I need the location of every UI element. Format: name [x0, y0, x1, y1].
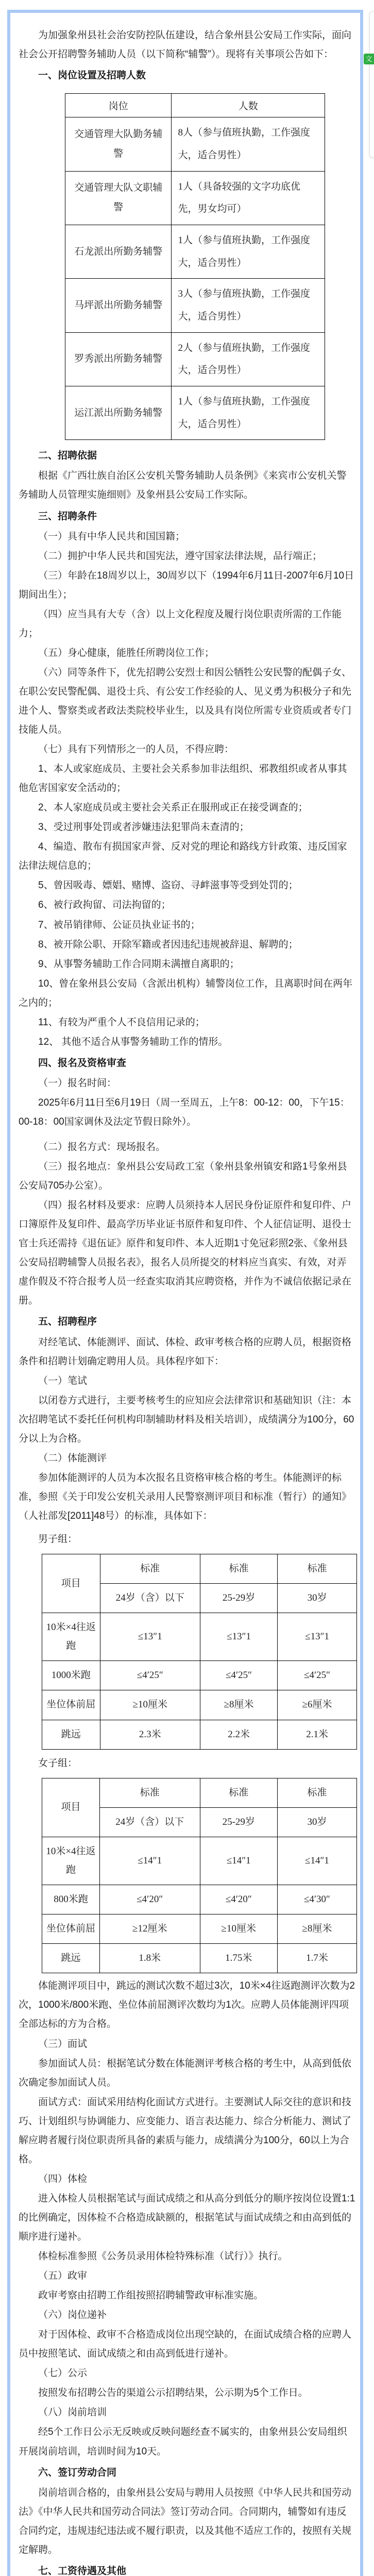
test-standard-value: ≤4′20″ — [99, 1885, 200, 1914]
paragraph: 以闭卷方式进行，主要考核考生的应知应会法律常识和基础知识（注：本次招聘笔试不委托任何机构印制辅助材料及相关培训），成绩满分为100分，60分以上为合格。 — [19, 1395, 354, 1444]
test-standard-value: ≤13″1 — [278, 1613, 357, 1661]
paragraph: （六）岗位递补 — [38, 2310, 107, 2321]
test-standard-value: ≤4′25″ — [278, 1661, 357, 1690]
test-standard-value: ≤4′20″ — [200, 1885, 277, 1914]
standard-header: 标准 — [200, 1778, 277, 1807]
paragraph: 按照发布招聘公告的渠道公示招聘结果，公示期为5个工作日。 — [38, 2387, 308, 2399]
test-standard-value: 2.2米 — [200, 1720, 278, 1749]
paragraph: （七）具有下列情形之一的人员，不得应聘： — [38, 744, 234, 755]
section-heading: 四、报名及资格审查 — [38, 1057, 127, 1069]
paragraph: 2025年6月11日至6月19日（周一至周五，上午8：00-12：00，下午15：00-18：00国家调休及法定节假日除外）。 — [19, 1097, 350, 1127]
test-standard-value: ≤13″1 — [100, 1613, 200, 1661]
position-count: 1人（具备较强的文字功底优先，男女均可） — [172, 171, 325, 225]
column-header: 人数 — [172, 94, 325, 117]
test-item: 跳远 — [42, 1720, 100, 1749]
standard-header: 标准 — [278, 1554, 357, 1584]
position-name: 交通管理大队勤务辅警 — [65, 117, 172, 171]
paragraph: （二）报名方式：现场报名。 — [38, 1142, 166, 1153]
table-row — [42, 1837, 357, 1885]
test-standard-value: ≤14″1 — [277, 1837, 356, 1885]
paragraph: 岗前培训合格的，由象州县公安局与聘用人员按照《中华人民共和国劳动法》《中华人民共和国劳动合同法》签订劳动合同。合同期内，辅警如有违反合同约定，违规违纪违法或不履行职责，以及其他不适应工作的，按照有关规定解聘。 — [19, 2487, 352, 2555]
paragraph: 体检标准参照《公务员录用体检特殊标准（试行）》执行。 — [38, 2251, 288, 2262]
table-row — [42, 1914, 357, 1944]
test-item: 10米×4往返跑 — [42, 1837, 100, 1885]
standard-header: 标准 — [200, 1554, 278, 1584]
paragraph: （一）笔试 — [38, 1375, 88, 1386]
paragraph: （六）同等条件下，优先招聘公安烈士和因公牺牲公安民警的配偶子女、在职公安民警配偶、退役士兵、有公安工作经验的人、见义勇为积极分子和先进个人、警察类或者政法类院校毕业生，以及具有岗位所需专业资质或者专门技能人员。 — [19, 667, 352, 736]
table-row — [42, 1720, 357, 1749]
test-standard-value: ≥10厘米 — [100, 1690, 200, 1720]
paragraph: （一）报名时间： — [38, 1077, 117, 1089]
paragraph: 面试方式：面试采用结构化面试方式进行。主要测试人际交往的意识和技巧、计划组织与协调能力、应变能力、语言表达能力、综合分析能力、测试了解应聘者履行岗位职责所具备的素质与能力，成绩满分为100分，60以上为合格。 — [19, 2096, 352, 2165]
table-row — [65, 225, 325, 278]
position-count: 2人（参与值班执勤，工作强度大，适合男性） — [172, 332, 325, 386]
column-header: 岗位 — [65, 94, 172, 117]
age-group-header: 30岁 — [277, 1807, 356, 1837]
table-header-row — [42, 1778, 357, 1807]
position-name: 交通管理大队文职辅警 — [65, 171, 172, 225]
paragraph: 11、有较为严重个人不良信用记录的； — [38, 1016, 205, 1028]
test-item: 1000米跑 — [42, 1661, 100, 1690]
section-heading: 六、签订劳动合同 — [38, 2467, 117, 2478]
paragraph: 8、被开除公职、开除军籍或者因违纪违规被辞退、解聘的； — [38, 939, 298, 950]
paragraph: （四）体检 — [38, 2173, 88, 2184]
test-item: 坐位体前屈 — [42, 1914, 100, 1944]
section-heading: 二、招聘依据 — [38, 450, 97, 462]
age-group-header: 25-29岁 — [200, 1584, 278, 1613]
position-name: 运江派出所勤务辅警 — [65, 386, 172, 440]
document-body — [19, 26, 356, 2576]
table-row — [65, 332, 325, 386]
paragraph: 5、曾因吸毒、嫖娼、赌博、盗窃、寻衅滋事等受到处罚的； — [38, 880, 298, 891]
test-item: 坐位体前屈 — [42, 1690, 100, 1720]
translate-button[interactable]: 文 — [364, 54, 374, 64]
paragraph: 7、被吊销律师、公证员执业证书的； — [38, 919, 200, 930]
table-row — [65, 117, 325, 171]
test-item: 跳远 — [42, 1944, 100, 1973]
announcement-card — [7, 10, 363, 2576]
position-name: 马坪派出所勤务辅警 — [65, 279, 172, 332]
paragraph: （二）拥护中华人民共和国宪法，遵守国家法律法规，品行端正； — [38, 550, 322, 562]
paragraph: 根据《广西壮族自治区公安机关警务辅助人员条例》《来宾市公安机关警务辅助人员管理实施细则》及象州县公安局工作实际。 — [19, 470, 347, 501]
paragraph: （五）政审 — [38, 2270, 88, 2282]
position-count: 1人（参与值班执勤，工作强度大，适合男性） — [172, 386, 325, 440]
section-heading: 一、岗位设置及招聘人数 — [38, 70, 146, 81]
paragraph: 参加体能测评的人员为本次报名且资格审核合格的考生。体能测评的标准，参照《关于印发公安机关录用人民警察测评项目和标准（暂行）的通知》（人社部发[2011]48号）的标准，具体如下： — [19, 1472, 352, 1521]
standard-header: 标准 — [99, 1778, 200, 1807]
age-group-header: 24岁（含）以下 — [100, 1584, 200, 1613]
table-row — [42, 1885, 357, 1914]
paragraph: （二）体能测评 — [38, 1452, 107, 1464]
side-widget-panel[interactable] — [369, 11, 374, 158]
table-row — [42, 1613, 357, 1661]
paragraph: （八）岗前培训 — [38, 2407, 107, 2418]
standard-header: 标准 — [100, 1554, 200, 1584]
test-standard-value: 2.1米 — [278, 1720, 357, 1749]
position-name: 罗秀派出所勤务辅警 — [65, 332, 172, 386]
age-group-header: 24岁（含）以下 — [99, 1807, 200, 1837]
paragraph: （三）报名地点：象州县公安局政工室（象州县象州镇安和路1号象州县公安局705办公室）。 — [19, 1161, 347, 1192]
test-standard-value: ≥6厘米 — [278, 1690, 357, 1720]
table-row — [65, 279, 325, 332]
test-standard-value: 2.3米 — [100, 1720, 200, 1749]
table-row — [65, 386, 325, 440]
positions-table — [65, 93, 325, 440]
paragraph: （四）报名材料及要求：应聘人员须持本人居民身份证原件和复印件、户口簿原件及复印件、最高学历毕业证书原件和复印件、个人征信证明、退役士官士兵还需持《退伍证》原件和复印件、本人近期1寸免冠彩照2张、《象州县公安局招聘辅警人员报名表》，报名人员所提交的材料应当真实、有效，对弄虚作假及不符合报考人员一经查实取消其应聘资格，并作为不诚信依据记录在册。 — [19, 1200, 352, 1307]
paragraph: （一）具有中华人民共和国国籍； — [38, 531, 185, 542]
paragraph: 参加面试人员：根据笔试分数在体能测评考核合格的考生中，从高到低依次确定参加面试人员。 — [19, 2058, 352, 2088]
test-standard-value: ≥8厘米 — [200, 1690, 278, 1720]
table-header-row — [65, 94, 325, 117]
table-group-label: 女子组： — [38, 1757, 78, 1769]
male-standards-table — [42, 1554, 357, 1750]
paragraph: 9、从事警务辅助工作合同期未满擅自离职的； — [38, 958, 240, 970]
table-row — [42, 1690, 357, 1720]
paragraph: 10、曾在象州县公安局（含派出机构）辅警岗位工作，且离职时间在两年之内的； — [19, 978, 353, 1008]
item-header: 项目 — [42, 1778, 100, 1837]
paragraph: 2、本人家庭成员或主要社会关系正在服刑或正在接受调查的； — [38, 802, 308, 814]
test-standard-value: ≤4′25″ — [100, 1661, 200, 1690]
test-standard-value: ≤4′25″ — [200, 1661, 278, 1690]
test-standard-value: 1.75米 — [200, 1944, 277, 1973]
table-group-label: 男子组： — [38, 1533, 78, 1545]
paragraph: 进入体检人员根据笔试与面试成绩之和从高分到低分的顺序按岗位设置1:1的比例确定，因体检不合格造成缺额的，根据笔试与面试成绩之和由高到低的顺序进行递补。 — [19, 2193, 355, 2242]
position-name: 石龙派出所勤务辅警 — [65, 225, 172, 278]
paragraph: 4、编造、散布有损国家声誉、反对党的理论和路线方针政策、违反国家法律法规信息的； — [19, 841, 347, 872]
test-standard-value: ≤14″1 — [200, 1837, 277, 1885]
position-count: 1人（参与值班执勤，工作强度大，适合男性） — [172, 225, 325, 278]
paragraph: （三）面试 — [38, 2038, 88, 2049]
paragraph: 6、被行政拘留、司法拘留的； — [38, 900, 171, 911]
test-standard-value: ≤13″1 — [200, 1613, 278, 1661]
female-standards-table — [42, 1778, 357, 1974]
age-group-header: 30岁 — [278, 1584, 357, 1613]
table-row — [65, 171, 325, 225]
table-header-row — [42, 1554, 357, 1584]
test-standard-value: ≤4′30″ — [277, 1885, 356, 1914]
paragraph: 3、受过刑事处罚或者涉嫌违法犯罪尚未查清的； — [38, 822, 249, 833]
paragraph: 体能测评项目中，跳远的测试次数不超过3次，10米×4往返跑测评次数为2次，1000米/800米跑、坐位体前屈测评次数均为1次。应聘人员体能测评四项全部达标的方为合格。 — [19, 1980, 355, 2030]
paragraph: 政审考察由招聘工作组按照招聘辅警政审标准实施。 — [38, 2290, 264, 2301]
paragraph: （五）身心健康，能胜任所聘岗位工作； — [38, 647, 215, 658]
age-group-header: 25-29岁 — [200, 1807, 277, 1837]
section-heading: 三、招聘条件 — [38, 511, 97, 522]
test-item: 10米×4往返跑 — [42, 1613, 100, 1661]
test-standard-value: 1.7米 — [277, 1944, 356, 1973]
paragraph: 对经笔试、体能测评、面试、体检、政审考核合格的应聘人员，根据资格条件和招聘计划确定聘用人员。具体程序如下： — [19, 1336, 352, 1367]
position-count: 8人（参与值班执勤，工作强度大，适合男性） — [172, 117, 325, 171]
paragraph: 对于因体检、政审不合格造成岗位出现空缺的，在面试成绩合格的应聘人员中按照笔试、面试成绩之和由高到低进行递补。 — [19, 2329, 352, 2360]
test-standard-value: ≥8厘米 — [277, 1914, 356, 1944]
table-row — [42, 1944, 357, 1973]
test-standard-value: ≥10厘米 — [200, 1914, 277, 1944]
position-count: 3人（参与值班执勤，工作强度大，适合男性） — [172, 279, 325, 332]
test-standard-value: ≥12厘米 — [99, 1914, 200, 1944]
test-standard-value: 1.8米 — [99, 1944, 200, 1973]
section-heading: 七、工资待遇及其他 — [38, 2565, 127, 2576]
test-item: 800米跑 — [42, 1885, 100, 1914]
section-heading: 五、招聘程序 — [38, 1316, 97, 1328]
table-row — [42, 1661, 357, 1690]
paragraph: （四）应当具有大专（含）以上文化程度及履行岗位职责所需的工作能力； — [19, 608, 342, 639]
paragraph: 12、 其他不适合从事警务辅助工作的情形。 — [38, 1036, 228, 1047]
paragraph: 经5个工作日公示无反映或反映问题经查不属实的，由象州县公安局组织开展岗前培训，培训时间为10天。 — [19, 2427, 347, 2457]
item-header: 项目 — [42, 1554, 100, 1613]
paragraph: 为加强象州县社会治安防控队伍建设，结合象州县公安局工作实际，面向社会公开招聘警务辅助人员（以下简称“辅警”）。现将有关事项公告如下： — [19, 30, 352, 60]
test-standard-value: ≤14″1 — [99, 1837, 200, 1885]
paragraph: 1、本人或家庭成员、主要社会关系参加非法组织、邪教组织或者从事其他危害国家安全活动的； — [19, 764, 347, 794]
standard-header: 标准 — [277, 1778, 356, 1807]
paragraph: （七）公示 — [38, 2368, 88, 2379]
paragraph: （三）年龄在18周岁以上，30周岁以下（1994年6月11日-2007年6月10日期间出生）； — [19, 570, 354, 600]
